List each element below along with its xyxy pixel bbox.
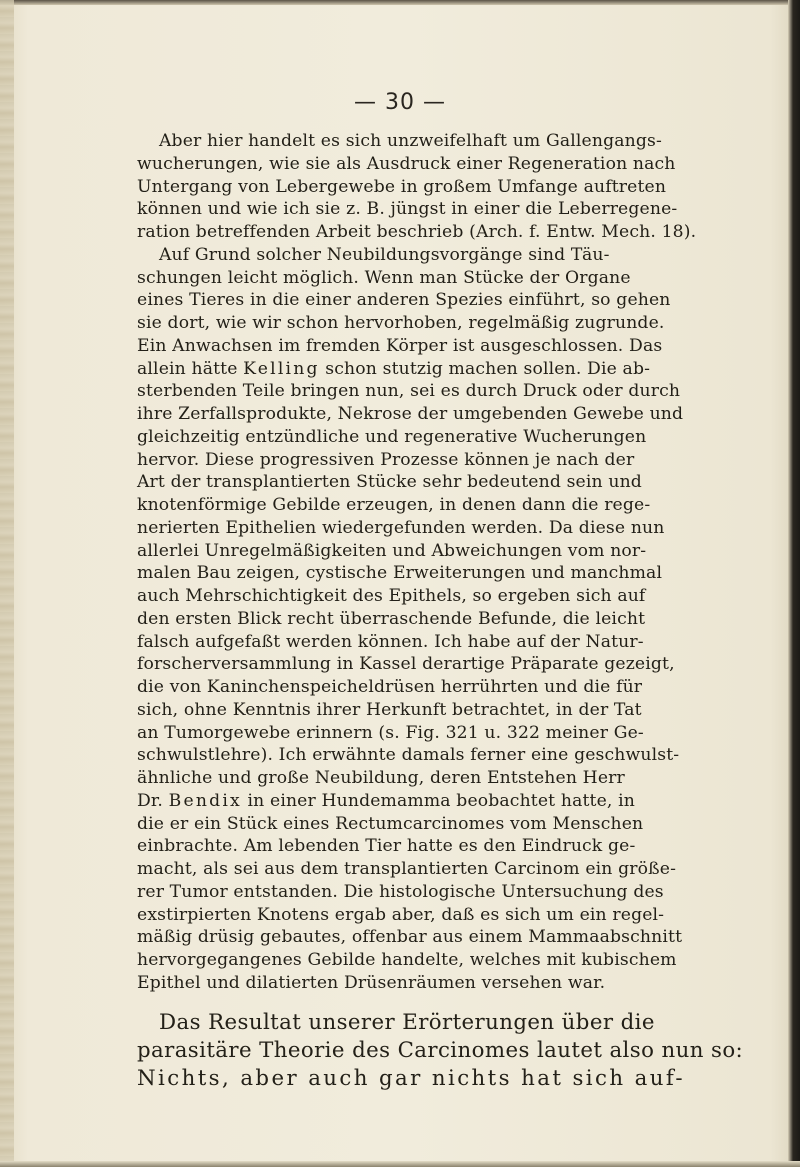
text-line: Art der transplantierten Stücke sehr bedeutend sein und bbox=[137, 472, 642, 493]
conclusion-line-emphasis: Nichts, aber auch gar nichts hat sich auf- bbox=[137, 1065, 685, 1091]
text-line: sie dort, wie wir schon hervorhoben, regelmäßig zugrunde. bbox=[137, 313, 665, 333]
page-left-edge bbox=[0, 0, 14, 1167]
text-fragment: Dr. bbox=[137, 790, 169, 811]
text-fragment: allein hätte bbox=[137, 358, 244, 379]
text-line: können und wie ich sie z. B. jüngst in einer die Leberregene- bbox=[137, 199, 678, 220]
text-line: schwulstlehre). Ich erwähnte damals ferner eine geschwulst- bbox=[137, 745, 680, 766]
text-line: macht, als sei aus dem transplantierten Carcinom ein größe- bbox=[137, 859, 677, 879]
text-line: schungen leicht möglich. Wenn man Stücke der Organe bbox=[137, 267, 631, 288]
text-line: Epithel und dilatierten Drüsenräumen versehen war. bbox=[137, 972, 606, 993]
author-name-bendix: Bendix bbox=[168, 790, 242, 811]
text-line: sterbenden Teile bringen nun, sei es durch Druck oder durch bbox=[137, 381, 681, 402]
text-fragment: schon stutzig machen sollen. Die ab- bbox=[319, 358, 651, 379]
text-line: forscherversammlung in Kassel derartige Präparate gezeigt, bbox=[137, 654, 675, 675]
page-right-edge bbox=[788, 0, 800, 1167]
text-line: ähnliche und große Neubildung, deren Entstehen Herr bbox=[137, 768, 625, 788]
text-line: malen Bau zeigen, cystische Erweiterungen und manchmal bbox=[137, 563, 663, 584]
conclusion-line: parasitäre Theorie des Carcinomes lautet also nun so: bbox=[137, 1037, 744, 1063]
text-line: ihre Zerfallsprodukte, Nekrose der umgebenden Gewebe und bbox=[137, 404, 684, 424]
body-text bbox=[137, 130, 757, 1093]
page-bottom-edge bbox=[0, 1161, 800, 1167]
text-line: ration betreffenden Arbeit beschrieb (Arch. f. Entw. Mech. 18). bbox=[137, 222, 697, 242]
text-line-bendix bbox=[137, 790, 757, 813]
text-line: einbrachte. Am lebenden Tier hatte es den Eindruck ge- bbox=[137, 836, 636, 857]
text-line: allerlei Unregelmäßigkeiten und Abweichungen vom nor- bbox=[137, 540, 647, 561]
text-line: rer Tumor entstanden. Die histologische Untersuchung des bbox=[137, 881, 664, 902]
text-line: nerierten Epithelien wiedergefunden werden. Da diese nun bbox=[137, 517, 665, 538]
author-name-kelling: Kelling bbox=[243, 358, 320, 379]
text-line: Aber hier handelt es sich unzweifelhaft um Gallengangs- bbox=[159, 131, 662, 151]
text-line: die von Kaninchenspeicheldrüsen herrührten und die für bbox=[137, 677, 643, 697]
text-line: Untergang von Lebergewebe in großem Umfange auftreten bbox=[137, 176, 667, 197]
text-line: Ein Anwachsen im fremden Körper ist ausgeschlossen. Das bbox=[137, 335, 663, 356]
text-line: knotenförmige Gebilde erzeugen, in denen dann die rege- bbox=[137, 495, 651, 515]
text-line: die er ein Stück eines Rectumcarcinomes vom Menschen bbox=[137, 813, 644, 834]
page-number: — 30 — bbox=[354, 90, 446, 115]
text-line: eines Tieres in die einer anderen Spezies einführt, so gehen bbox=[137, 290, 671, 311]
text-line: falsch aufgefaßt werden können. Ich habe auf der Natur- bbox=[137, 631, 644, 652]
text-line: sich, ohne Kenntnis ihrer Herkunft betrachtet, in der Tat bbox=[137, 699, 642, 720]
text-line: an Tumorgewebe erinnern (s. Fig. 321 u. 322 meiner Ge- bbox=[137, 722, 644, 743]
text-line: wucherungen, wie sie als Ausdruck einer Regeneration nach bbox=[137, 153, 676, 174]
text-line: den ersten Blick recht überraschende Befunde, die leicht bbox=[137, 608, 646, 629]
text-fragment: in einer Hundemamma beobachtet hatte, in bbox=[241, 790, 636, 811]
page-top-edge bbox=[0, 0, 800, 5]
text-line: Auf Grund solcher Neubildungsvorgänge sind Täu- bbox=[159, 244, 610, 265]
text-line: auch Mehrschichtigkeit des Epithels, so ergeben sich auf bbox=[137, 586, 646, 606]
text-line: gleichzeitig entzündliche und regenerative Wucherungen bbox=[137, 426, 647, 447]
text-line-kelling bbox=[137, 358, 757, 381]
text-line: exstirpierten Knotens ergab aber, daß es sich um ein regel- bbox=[137, 904, 665, 925]
text-line: hervor. Diese progressiven Prozesse können je nach der bbox=[137, 449, 635, 470]
text-line: hervorgegangenes Gebilde handelte, welches mit kubischem bbox=[137, 950, 677, 970]
conclusion-line: Das Resultat unserer Erörterungen über die bbox=[159, 1009, 655, 1035]
text-line: mäßig drüsig gebautes, offenbar aus einem Mammaabschnitt bbox=[137, 927, 683, 948]
